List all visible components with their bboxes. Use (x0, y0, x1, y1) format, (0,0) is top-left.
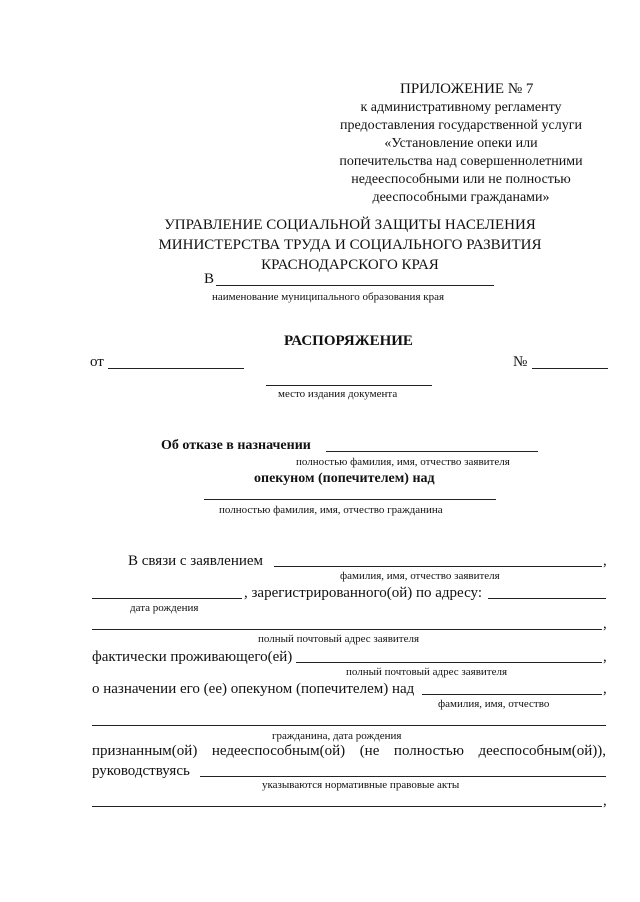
application-line (274, 566, 602, 567)
postal-address-hint: полный почтовый адрес заявителя (346, 666, 508, 678)
applicant-name-line (326, 451, 538, 452)
order-title: РАСПОРЯЖЕНИЕ (284, 333, 413, 349)
recognized-word: признанным(ой) (92, 743, 198, 759)
fio-hint: фамилия, имя, отчество (438, 698, 550, 710)
address-continuation-line (92, 629, 602, 630)
legal-acts-line (200, 776, 606, 777)
ward-name-line (422, 694, 602, 695)
agency-line: МИНИСТЕРСТВА ТРУДА И СОЦИАЛЬНОГО РАЗВИТИЯ (158, 237, 542, 253)
registered-address-line (488, 598, 606, 599)
comma: , (603, 793, 607, 809)
recognized-word: (не (359, 743, 380, 759)
number-line (532, 368, 608, 369)
comma: , (603, 681, 607, 697)
appendix-title: ПРИЛОЖЕНИЕ № 7 (400, 81, 534, 97)
agency-header (120, 215, 580, 275)
number-label: № (513, 354, 528, 370)
applicant-fio-hint: фамилия, имя, отчество заявителя (340, 570, 500, 582)
about-appointment-label: о назначении его (ее) опекуном (попечителем) над (92, 681, 415, 697)
refusal-label: Об отказе в назначении (161, 438, 311, 453)
guardian-label: опекуном (попечителем) над (254, 471, 435, 486)
place-line (266, 385, 432, 386)
from-label: от (90, 354, 104, 370)
actually-living-label: фактически проживающего(ей) (92, 649, 293, 665)
in-connection-label: В связи с заявлением (128, 553, 264, 569)
appendix-text (300, 99, 622, 207)
appendix-line: предоставления государственной услуги (340, 118, 582, 133)
appendix-line: недееспособными или не полностью (351, 172, 571, 187)
municipality-line (216, 285, 494, 286)
comma: , (603, 649, 607, 665)
recognized-word: недееспособным(ой) (211, 743, 346, 759)
comma: , (603, 616, 607, 632)
agency-line: УПРАВЛЕНИЕ СОЦИАЛЬНОЙ ЗАЩИТЫ НАСЕЛЕНИЯ (164, 217, 536, 233)
appendix-line: дееспособными гражданами» (372, 190, 550, 205)
birth-date-hint: дата рождения (130, 602, 199, 614)
actual-address-line (296, 662, 602, 663)
postal-address-hint: полный почтовый адрес заявителя (258, 633, 420, 645)
municipality-hint: наименование муниципального образования края (212, 291, 445, 303)
applicant-hint: полностью фамилия, имя, отчество заявителя (296, 456, 510, 468)
recognized-line (92, 744, 606, 759)
comma: , (603, 553, 607, 569)
place-hint: место издания документа (278, 388, 398, 400)
agency-line: КРАСНОДАРСКОГО КРАЯ (261, 257, 439, 273)
legal-acts-continuation-line (92, 806, 602, 807)
guided-by-label: руководствуясь (92, 763, 190, 779)
date-line (108, 368, 244, 369)
recognized-word: дееспособным(ой)), (478, 743, 606, 759)
registered-label: , зарегистрированного(ой) по адресу: (244, 585, 483, 601)
appendix-line: «Установление опеки или (384, 136, 538, 151)
birth-date-line (92, 598, 242, 599)
citizen-birth-hint: гражданина, дата рождения (272, 730, 402, 742)
legal-acts-hint: указываются нормативные правовые акты (262, 779, 460, 791)
ward-birth-line (92, 725, 606, 726)
citizen-name-line (204, 499, 496, 500)
appendix-line: к административному регламенту (360, 100, 562, 115)
citizen-hint: полностью фамилия, имя, отчество гражданина (219, 504, 443, 516)
appendix-line: попечительства над совершеннолетними (339, 154, 583, 169)
prefix-v: В (204, 271, 215, 287)
recognized-word: полностью (393, 743, 464, 759)
